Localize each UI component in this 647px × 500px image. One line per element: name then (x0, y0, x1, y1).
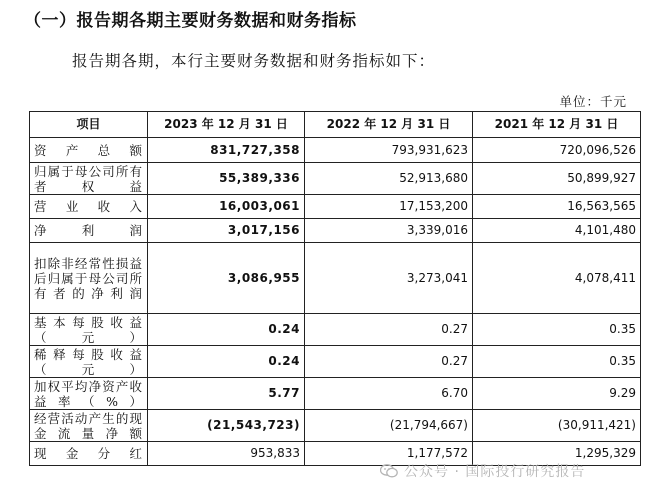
cell-2021: 4,078,411 (473, 243, 641, 314)
watermark-text: 公众号 · 国际投行研究报告 (404, 464, 586, 480)
cell-2023: 953,833 (148, 442, 305, 466)
row-label: 经营活动产生的现金流量净额 (30, 410, 148, 442)
cell-2022: 793,931,623 (305, 138, 473, 163)
row-label: 归属于母公司所有者权益 (30, 163, 148, 195)
table-row (30, 243, 641, 314)
cell-2021: 720,096,526 (473, 138, 641, 163)
unit-label: 单位：千元 (559, 94, 627, 109)
row-label: 基本每股收益（元） (30, 314, 148, 346)
cell-2023: 3,017,156 (148, 219, 305, 243)
cell-2022: 52,913,680 (305, 163, 473, 195)
row-label: 加权平均净资产收益率（%） (30, 378, 148, 410)
cell-2022: (21,794,667) (305, 410, 473, 442)
cell-2022: 3,273,041 (305, 243, 473, 314)
intro-paragraph: 报告期各期，本行主要财务数据和财务指标如下： (72, 52, 436, 70)
cell-2021: 4,101,480 (473, 219, 641, 243)
table-row (30, 378, 641, 410)
cell-2022: 3,339,016 (305, 219, 473, 243)
table-row (30, 163, 641, 195)
row-label: 营业收入 (30, 195, 148, 219)
cell-2023: 3,086,955 (148, 243, 305, 314)
header-2023: 2023 年 12 月 31 日 (148, 112, 305, 138)
cell-2022: 17,153,200 (305, 195, 473, 219)
cell-2022: 1,177,572 (305, 442, 473, 466)
cell-2021: (30,911,421) (473, 410, 641, 442)
cell-2022: 6.70 (305, 378, 473, 410)
table-row (30, 195, 641, 219)
header-item: 项目 (30, 112, 148, 138)
cell-2021: 0.35 (473, 346, 641, 378)
row-label: 稀释每股收益（元） (30, 346, 148, 378)
cell-2021: 50,899,927 (473, 163, 641, 195)
table-header-row (30, 112, 641, 138)
row-label: 净利润 (30, 219, 148, 243)
cell-2023: 16,003,061 (148, 195, 305, 219)
cell-2022: 0.27 (305, 314, 473, 346)
table-row (30, 346, 641, 378)
cell-2022: 0.27 (305, 346, 473, 378)
wechat-icon (380, 464, 398, 478)
financial-data-table (29, 111, 641, 466)
cell-2023: 831,727,358 (148, 138, 305, 163)
section-title: （一）报告期各期主要财务数据和财务指标 (24, 11, 357, 31)
cell-2021: 1,295,329 (473, 442, 641, 466)
table-row (30, 138, 641, 163)
cell-2021: 0.35 (473, 314, 641, 346)
cell-2023: (21,543,723) (148, 410, 305, 442)
row-label: 现金分红 (30, 442, 148, 466)
cell-2023: 5.77 (148, 378, 305, 410)
table-row (30, 410, 641, 442)
header-2021: 2021 年 12 月 31 日 (473, 112, 641, 138)
header-2022: 2022 年 12 月 31 日 (305, 112, 473, 138)
row-label: 资产总额 (30, 138, 148, 163)
row-label: 扣除非经常性损益后归属于母公司所有者的净利润 (30, 243, 148, 314)
cell-2021: 9.29 (473, 378, 641, 410)
watermark (380, 461, 585, 481)
table-row (30, 314, 641, 346)
cell-2021: 16,563,565 (473, 195, 641, 219)
cell-2023: 0.24 (148, 314, 305, 346)
cell-2023: 55,389,336 (148, 163, 305, 195)
table-row (30, 219, 641, 243)
cell-2023: 0.24 (148, 346, 305, 378)
